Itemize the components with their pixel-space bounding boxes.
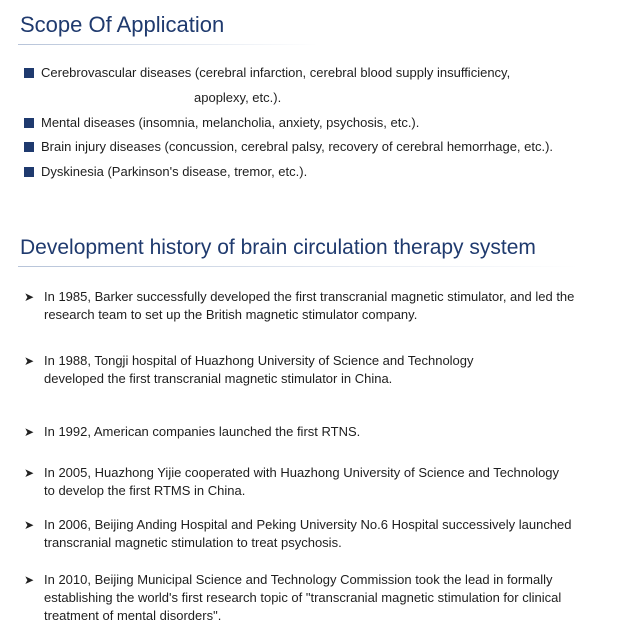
arrowhead-bullet-icon: ➤ xyxy=(24,573,35,587)
scope-item-text: Cerebrovascular diseases (cerebral infarction, cerebral blood supply insufficiency, xyxy=(41,65,511,80)
square-bullet-icon xyxy=(24,68,34,78)
history-item-line: establishing the world's first research topic of "transcranial magnetic stimulation for clinical xyxy=(44,590,562,605)
scope-item-text: Brain injury diseases (concussion, cerebral palsy, recovery of cerebral hemorrhage, etc.). xyxy=(41,139,554,154)
history-item-line: In 1985, Barker successfully developed the first transcranial magnetic stimulator, and led the xyxy=(44,289,575,304)
arrowhead-bullet-icon: ➤ xyxy=(24,466,35,480)
square-bullet-icon xyxy=(24,118,34,128)
scope-section-title: Scope Of Application xyxy=(20,12,225,37)
history-section-title: Development history of brain circulation therapy system xyxy=(20,236,536,259)
history-item-line: transcranial magnetic stimulation to treat psychosis. xyxy=(44,535,342,550)
history-item-line: In 2006, Beijing Anding Hospital and Peking University No.6 Hospital successively launched xyxy=(44,517,572,532)
scope-item-text: Mental diseases (insomnia, melancholia, anxiety, psychosis, etc.). xyxy=(41,115,420,130)
arrowhead-bullet-icon: ➤ xyxy=(24,354,35,368)
square-bullet-icon xyxy=(24,142,34,152)
scope-item-text: Dyskinesia (Parkinson's disease, tremor, etc.). xyxy=(41,164,308,179)
history-item-line: developed the first transcranial magnetic stimulator in China. xyxy=(44,371,393,386)
history-item-line: In 1988, Tongji hospital of Huazhong University of Science and Technology xyxy=(44,353,474,368)
history-item-line: In 2005, Huazhong Yijie cooperated with Huazhong University of Science and Technology xyxy=(44,465,560,480)
history-item-line: treatment of mental disorders". xyxy=(44,608,222,623)
history-item-line: In 2010, Beijing Municipal Science and Technology Commission took the lead in formally xyxy=(44,572,553,587)
history-item-line: to develop the first RTMS in China. xyxy=(44,483,246,498)
arrowhead-bullet-icon: ➤ xyxy=(24,425,35,439)
scope-title-underline xyxy=(18,44,318,45)
scope-item-continuation: apoplexy, etc.). xyxy=(194,90,282,105)
arrowhead-bullet-icon: ➤ xyxy=(24,518,35,532)
square-bullet-icon xyxy=(24,167,34,177)
history-item-line: In 1992, American companies launched the first RTNS. xyxy=(44,424,361,439)
arrowhead-bullet-icon: ➤ xyxy=(24,290,35,304)
history-title-underline xyxy=(18,266,578,267)
history-item-line: research team to set up the British magnetic stimulator company. xyxy=(44,307,418,322)
